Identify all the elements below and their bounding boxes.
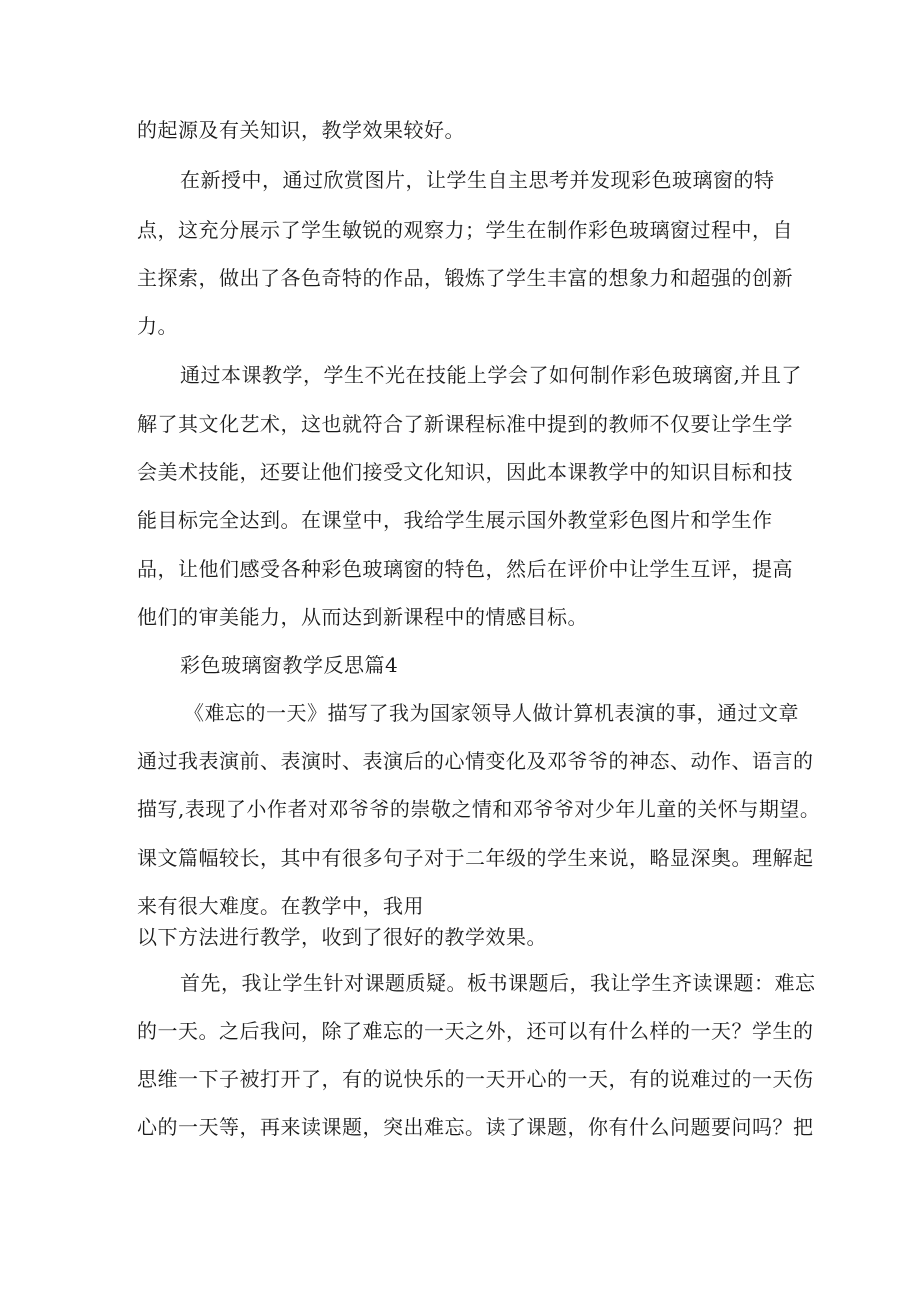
paragraph-line: 心的一天等，再来读课题，突出难忘。读了课题，你有什么问题要问吗？把 bbox=[137, 1115, 814, 1139]
paragraph-line: 描写,表现了小作者对邓爷爷的崇敬之情和邓爷爷对少年儿童的关怀与期望。 bbox=[137, 797, 821, 821]
paragraph-line: 来有很大难度。在教学中，我用 bbox=[137, 894, 424, 918]
paragraph-line: 解了其文化艺术，这也就符合了新课程标准中提到的教师不仅要让学生学 bbox=[137, 412, 793, 436]
paragraph-line: 以下方法进行教学，收到了很好的教学效果。 bbox=[137, 925, 547, 949]
paragraph-line: 的起源及有关知识，教学效果较好。 bbox=[137, 118, 465, 142]
paragraph-line: 能目标完全达到。在课堂中，我给学生展示国外教堂彩色图片和学生作 bbox=[137, 508, 773, 532]
paragraph-line: 力。 bbox=[137, 314, 178, 338]
paragraph-line: 通过我表演前、表演时、表演后的心情变化及邓爷爷的神态、动作、语言的 bbox=[137, 749, 814, 773]
paragraph-line: 通过本课教学，学生不光在技能上学会了如何制作彩色玻璃窗,并且了 bbox=[180, 363, 802, 387]
paragraph-line: 点，这充分展示了学生敏锐的观察力；学生在制作彩色玻璃窗过程中，自 bbox=[137, 218, 793, 242]
paragraph-line: 会美术技能，还要让他们接受文化知识，因此本课教学中的知识目标和技 bbox=[137, 460, 793, 484]
paragraph-line: 思维一下子被打开了，有的说快乐的一天开心的一天，有的说难过的一天伤 bbox=[137, 1067, 814, 1091]
paragraph-line: 在新授中，通过欣赏图片，让学生自主思考并发现彩色玻璃窗的特 bbox=[180, 168, 775, 192]
paragraph-line: 课文篇幅较长，其中有很多句子对于二年级的学生来说，略显深奥。理解起 bbox=[137, 846, 814, 870]
paragraph-line: 他们的审美能力，从而达到新课程中的情感目标。 bbox=[137, 605, 588, 629]
paragraph-line: 的一天。之后我问，除了难忘的一天之外，还可以有什么样的一天？学生的 bbox=[137, 1019, 814, 1043]
paragraph-line: 《难忘的一天》描写了我为国家领导人做计算机表演的事，通过文章 bbox=[184, 701, 799, 725]
section-heading: 彩色玻璃窗教学反思篇4 bbox=[180, 653, 399, 677]
paragraph-line: 品，让他们感受各种彩色玻璃窗的特色，然后在评价中让学生互评，提高 bbox=[137, 557, 793, 581]
paragraph-line: 首先，我让学生针对课题质疑。板书课题后，我让学生齐读课题：难忘 bbox=[180, 971, 816, 995]
paragraph-line: 主探索，做出了各色奇特的作品，锻炼了学生丰富的想象力和超强的创新 bbox=[137, 266, 793, 290]
